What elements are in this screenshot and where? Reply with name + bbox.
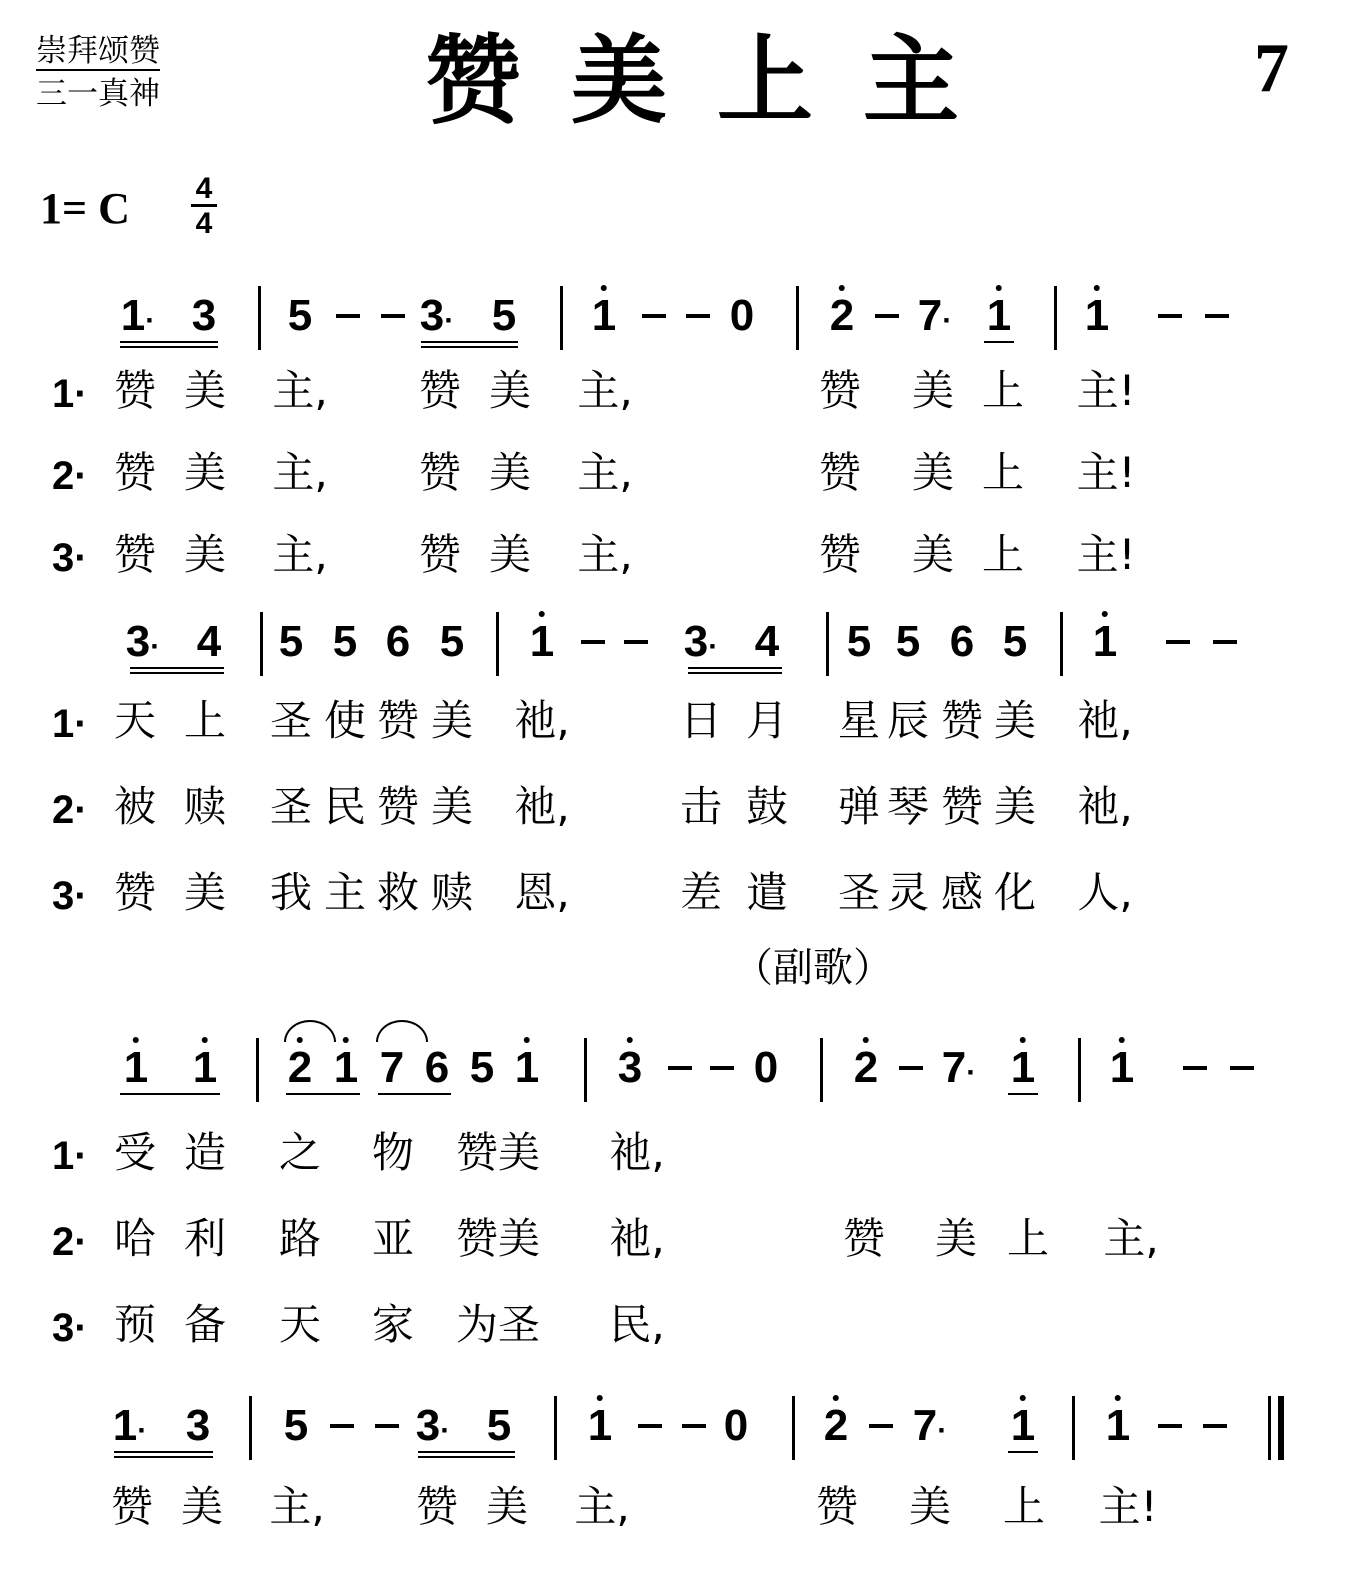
lyric-char: 上 (981, 530, 1025, 579)
rhythm-underline (421, 341, 518, 343)
lyric-char: 美 (183, 530, 227, 579)
barline (260, 612, 263, 676)
duration-dash (375, 1424, 399, 1428)
lyric-char: 赞 (818, 366, 862, 415)
note (917, 291, 953, 340)
note (469, 1043, 495, 1092)
duration-dash (1205, 314, 1229, 318)
note (729, 291, 755, 340)
lyric-char: 为圣 (455, 1300, 541, 1349)
lyric-char: 民 (323, 782, 367, 831)
duration-dash (1213, 640, 1237, 644)
lyric-char: 赞 (415, 1482, 459, 1531)
note (125, 617, 161, 666)
note-digit: 1 (1109, 1043, 1135, 1092)
note-digit: 1 (1105, 1401, 1131, 1450)
note-digit: 2 (829, 291, 855, 340)
notation-row (0, 606, 1351, 676)
note (587, 1401, 613, 1450)
lyric-char: 祂, (609, 1128, 665, 1177)
note-digit: 5 (486, 1401, 512, 1450)
category-line-2: 三一真神 (36, 76, 160, 112)
note (419, 291, 455, 340)
rhythm-underline (984, 341, 1014, 343)
lyric-char: 击 (679, 782, 723, 831)
rhythm-underline (120, 1093, 220, 1095)
lyric-char: 赞 (113, 448, 157, 497)
category-line-1: 崇拜颂赞 (36, 33, 160, 69)
note (591, 291, 617, 340)
note (123, 1043, 149, 1092)
note-digit: 1 (112, 1401, 138, 1450)
note-digit: 5 (491, 291, 517, 340)
duration-dash (1166, 640, 1190, 644)
lyric-char: 上 (183, 696, 227, 745)
lyric-char: 灵 (886, 868, 930, 917)
note (415, 1401, 451, 1450)
lyric-char: 赞 (376, 782, 420, 831)
lyric-char: 美 (488, 448, 532, 497)
barline (1054, 286, 1057, 350)
barline (258, 286, 261, 350)
page-number: 7 (1254, 30, 1289, 107)
lyric-char: 天 (278, 1300, 322, 1349)
duration-dash (1183, 1066, 1207, 1070)
note (514, 1043, 540, 1092)
lyric-char: 赞 (418, 448, 462, 497)
augmentation-dot: · (145, 304, 156, 337)
duration-dash (381, 314, 405, 318)
lyric-char: 预 (113, 1300, 157, 1349)
duration-dash (336, 314, 360, 318)
note (379, 1043, 405, 1092)
barline (584, 1038, 587, 1102)
duration-dash (1203, 1424, 1227, 1428)
lyric-char: 琴 (886, 782, 930, 831)
lyric-char: 美 (183, 366, 227, 415)
duration-dash (1158, 314, 1182, 318)
lyric-char: 主, (272, 366, 328, 415)
note (1092, 617, 1118, 666)
verse-number: 1· (52, 372, 88, 416)
lyric-char: 家 (371, 1300, 415, 1349)
note (287, 291, 313, 340)
lyric-char: 赞 (113, 530, 157, 579)
note (683, 617, 719, 666)
note-digit: 5 (332, 617, 358, 666)
augmentation-dot: · (137, 1414, 148, 1447)
note-digit: 1 (333, 1043, 359, 1092)
time-signature-top: 4 (195, 172, 213, 205)
time-signature-bottom: 4 (191, 204, 217, 239)
note (283, 1401, 309, 1450)
rhythm-underline (1008, 1093, 1038, 1095)
lyric-char: 祂, (1077, 696, 1133, 745)
barline (249, 1396, 252, 1460)
note-digit: 5 (283, 1401, 309, 1450)
note-digit: 1 (529, 617, 555, 666)
verse-number: 3· (52, 1306, 88, 1350)
lyric-char: 感 (940, 868, 984, 917)
note (853, 1043, 879, 1092)
lyric-char: 赎 (430, 868, 474, 917)
lyric-char: 美 (911, 530, 955, 579)
lyric-char: 被 (113, 782, 157, 831)
note-digit: 3 (617, 1043, 643, 1092)
barline (256, 1038, 259, 1102)
rhythm-underline (378, 1093, 451, 1095)
duration-dash (581, 640, 605, 644)
note (287, 1043, 313, 1092)
note-digit: 5 (1002, 617, 1028, 666)
hymn-title: 赞美上主 (425, 25, 1009, 137)
lyric-char: 主, (577, 366, 633, 415)
barline (1072, 1396, 1075, 1460)
note-digit: 7 (941, 1043, 967, 1092)
duration-dash (642, 314, 666, 318)
lyric-char: 赞 (940, 782, 984, 831)
lyric-char: 赞美 (455, 1128, 541, 1177)
note-digit: 1 (986, 291, 1012, 340)
barline (1078, 1038, 1081, 1102)
note (846, 617, 872, 666)
barline (796, 286, 799, 350)
note-digit: 3 (415, 1401, 441, 1450)
lyric-char: 弹 (837, 782, 881, 831)
lyric-char: 主! (1076, 530, 1136, 579)
duration-dash (668, 1066, 692, 1070)
note-digit: 4 (754, 617, 780, 666)
slur-arc (376, 1020, 428, 1042)
note (185, 1401, 211, 1450)
notation-row (0, 1390, 1351, 1460)
refrain-label: （副歌） (733, 945, 893, 991)
key-signature: 1= C (40, 184, 130, 233)
lyric-char: 美 (183, 448, 227, 497)
note-digit: 3 (191, 291, 217, 340)
lyric-char: 美 (911, 448, 955, 497)
duration-dash (638, 1424, 662, 1428)
lyric-char: 上 (1002, 1482, 1046, 1531)
note-digit: 5 (846, 617, 872, 666)
lyric-char: 使 (323, 696, 367, 745)
lyric-char: 美 (183, 868, 227, 917)
note (424, 1043, 450, 1092)
rhythm-underline (418, 1456, 515, 1458)
note (1010, 1043, 1036, 1092)
lyric-char: 美 (993, 696, 1037, 745)
slur-arc (284, 1020, 336, 1042)
note-digit: 6 (385, 617, 411, 666)
note (278, 617, 304, 666)
lyric-char: 赎 (183, 782, 227, 831)
augmentation-dot: · (440, 1414, 451, 1447)
lyric-char: 圣 (269, 782, 313, 831)
lyric-char: 亚 (371, 1214, 415, 1263)
barline (1060, 612, 1063, 676)
note-digit: 7 (379, 1043, 405, 1092)
lyric-char: 月 (745, 696, 789, 745)
lyric-char: 民, (609, 1300, 665, 1349)
lyric-char: 鼓 (745, 782, 789, 831)
note (486, 1401, 512, 1450)
note-digit: 6 (949, 617, 975, 666)
duration-dash (330, 1424, 354, 1428)
note (332, 617, 358, 666)
lyric-char: 我 (269, 868, 313, 917)
note (753, 1043, 779, 1092)
rhythm-underline (120, 341, 218, 343)
note (529, 617, 555, 666)
barline (554, 1396, 557, 1460)
note (192, 1043, 218, 1092)
rhythm-underline (114, 1451, 213, 1453)
lyric-char: 赞 (940, 696, 984, 745)
note (941, 1043, 977, 1092)
lyric-char: 赞 (113, 868, 157, 917)
lyric-char: 赞 (113, 366, 157, 415)
lyric-char: 美 (488, 366, 532, 415)
note-digit: 1 (123, 1043, 149, 1092)
note (829, 291, 855, 340)
lyric-char: 哈 (113, 1214, 157, 1263)
note (949, 617, 975, 666)
lyric-char: 赞 (818, 530, 862, 579)
duration-dash (899, 1066, 923, 1070)
duration-dash (682, 1424, 706, 1428)
note-digit: 1 (1010, 1043, 1036, 1092)
lyric-char: 圣 (269, 696, 313, 745)
note-digit: 7 (917, 291, 943, 340)
note (120, 291, 156, 340)
lyric-char: 祂, (1077, 782, 1133, 831)
lyric-char: 赞 (842, 1214, 886, 1263)
note (191, 291, 217, 340)
rhythm-underline (688, 667, 782, 669)
lyric-char: 美 (934, 1214, 978, 1263)
note (385, 617, 411, 666)
note (112, 1401, 148, 1450)
lyric-char: 辰 (886, 696, 930, 745)
augmentation-dot: · (937, 1414, 948, 1447)
note-digit: 1 (120, 291, 146, 340)
rhythm-underline (688, 672, 782, 674)
barline (496, 612, 499, 676)
verse-number: 2· (52, 788, 88, 832)
note-digit: 1 (1092, 617, 1118, 666)
note-digit: 6 (424, 1043, 450, 1092)
verse-number: 1· (52, 702, 88, 746)
duration-dash (624, 640, 648, 644)
duration-dash (710, 1066, 734, 1070)
lyric-char: 美 (430, 696, 474, 745)
duration-dash (869, 1424, 893, 1428)
lyric-char: 主, (269, 1482, 325, 1531)
lyric-char: 祂, (609, 1214, 665, 1263)
lyric-char: 赞 (815, 1482, 859, 1531)
rhythm-underline (114, 1456, 213, 1458)
lyric-char: 化 (993, 868, 1037, 917)
note-digit: 5 (278, 617, 304, 666)
rhythm-underline (120, 346, 218, 348)
lyric-char: 主! (1076, 448, 1136, 497)
lyric-char: 造 (183, 1128, 227, 1177)
barline (826, 612, 829, 676)
verse-number: 2· (52, 454, 88, 498)
lyric-char: 备 (183, 1300, 227, 1349)
note (895, 617, 921, 666)
lyric-char: 美 (993, 782, 1037, 831)
note-digit: 5 (439, 617, 465, 666)
lyric-char: 主, (1103, 1214, 1159, 1263)
note (196, 617, 222, 666)
notation-row (0, 1032, 1351, 1102)
lyric-char: 上 (1006, 1214, 1050, 1263)
lyric-char: 差 (679, 868, 723, 917)
note-digit: 1 (1010, 1401, 1036, 1450)
note (986, 291, 1012, 340)
lyric-char: 主! (1076, 366, 1136, 415)
lyric-char: 美 (180, 1482, 224, 1531)
duration-dash (686, 314, 710, 318)
lyric-char: 主, (574, 1482, 630, 1531)
augmentation-dot: · (966, 1056, 977, 1089)
rhythm-underline (418, 1451, 515, 1453)
rhythm-underline (286, 1093, 360, 1095)
note-digit: 5 (287, 291, 313, 340)
lyric-char: 主, (577, 530, 633, 579)
note-digit: 3 (683, 617, 709, 666)
verse-number: 3· (52, 874, 88, 918)
lyric-char: 赞 (418, 366, 462, 415)
lyric-char: 祂, (514, 696, 570, 745)
lyric-char: 主 (323, 868, 367, 917)
note-digit: 1 (192, 1043, 218, 1092)
lyric-char: 上 (981, 448, 1025, 497)
note (754, 617, 780, 666)
barline (820, 1038, 823, 1102)
note-digit: 2 (823, 1401, 849, 1450)
note (1105, 1401, 1131, 1450)
rhythm-underline (130, 672, 224, 674)
barline (560, 286, 563, 350)
time-signature (191, 174, 217, 239)
note (491, 291, 517, 340)
lyric-char: 主! (1098, 1482, 1158, 1531)
note-digit: 0 (753, 1043, 779, 1092)
lyric-char: 受 (113, 1128, 157, 1177)
note-digit: 0 (729, 291, 755, 340)
lyric-char: 物 (371, 1128, 415, 1177)
rhythm-underline (421, 346, 518, 348)
lyric-char: 圣 (837, 868, 881, 917)
lyric-char: 天 (113, 696, 157, 745)
notation-row (0, 280, 1351, 350)
lyric-char: 主, (577, 448, 633, 497)
note (823, 1401, 849, 1450)
note-digit: 5 (469, 1043, 495, 1092)
lyric-char: 赞 (418, 530, 462, 579)
lyric-char: 主, (272, 448, 328, 497)
note-digit: 7 (912, 1401, 938, 1450)
lyric-char: 赞 (818, 448, 862, 497)
note-digit: 1 (587, 1401, 613, 1450)
duration-dash (1230, 1066, 1254, 1070)
note (439, 617, 465, 666)
note-digit: 1 (514, 1043, 540, 1092)
rhythm-underline (1008, 1451, 1038, 1453)
lyric-char: 美 (430, 782, 474, 831)
note (723, 1401, 749, 1450)
duration-dash (1158, 1424, 1182, 1428)
lyric-char: 主, (272, 530, 328, 579)
note-digit: 4 (196, 617, 222, 666)
augmentation-dot: · (708, 630, 719, 663)
lyric-char: 利 (183, 1214, 227, 1263)
lyric-char: 美 (908, 1482, 952, 1531)
lyric-char: 赞 (376, 696, 420, 745)
verse-number: 1· (52, 1134, 88, 1178)
note (333, 1043, 359, 1092)
final-barline-thin (1268, 1396, 1271, 1460)
lyric-char: 日 (679, 696, 723, 745)
note-digit: 2 (287, 1043, 313, 1092)
note (617, 1043, 643, 1092)
lyric-char: 美 (485, 1482, 529, 1531)
lyric-char: 赞 (110, 1482, 154, 1531)
note-digit: 0 (723, 1401, 749, 1450)
note-digit: 5 (895, 617, 921, 666)
note-digit: 3 (125, 617, 151, 666)
augmentation-dot: · (150, 630, 161, 663)
lyric-char: 人, (1077, 868, 1133, 917)
note (912, 1401, 948, 1450)
augmentation-dot: · (444, 304, 455, 337)
verse-number: 3· (52, 536, 88, 580)
final-barline-thick (1278, 1396, 1284, 1460)
lyric-char: 美 (911, 366, 955, 415)
lyric-char: 救 (376, 868, 420, 917)
lyric-char: 路 (278, 1214, 322, 1263)
note-digit: 1 (591, 291, 617, 340)
barline (792, 1396, 795, 1460)
note-digit: 2 (853, 1043, 879, 1092)
note (1010, 1401, 1036, 1450)
lyric-char: 上 (981, 366, 1025, 415)
lyric-char: 赞美 (455, 1214, 541, 1263)
lyric-char: 美 (488, 530, 532, 579)
note (1084, 291, 1110, 340)
note-digit: 3 (185, 1401, 211, 1450)
note-digit: 3 (419, 291, 445, 340)
note-digit: 1 (1084, 291, 1110, 340)
lyric-char: 遣 (745, 868, 789, 917)
lyric-char: 祂, (514, 782, 570, 831)
augmentation-dot: · (942, 304, 953, 337)
note (1109, 1043, 1135, 1092)
lyric-char: 星 (837, 696, 881, 745)
note (1002, 617, 1028, 666)
lyric-char: 之 (278, 1128, 322, 1177)
rhythm-underline (130, 667, 224, 669)
duration-dash (875, 314, 899, 318)
lyric-char: 恩, (514, 868, 570, 917)
verse-number: 2· (52, 1220, 88, 1264)
